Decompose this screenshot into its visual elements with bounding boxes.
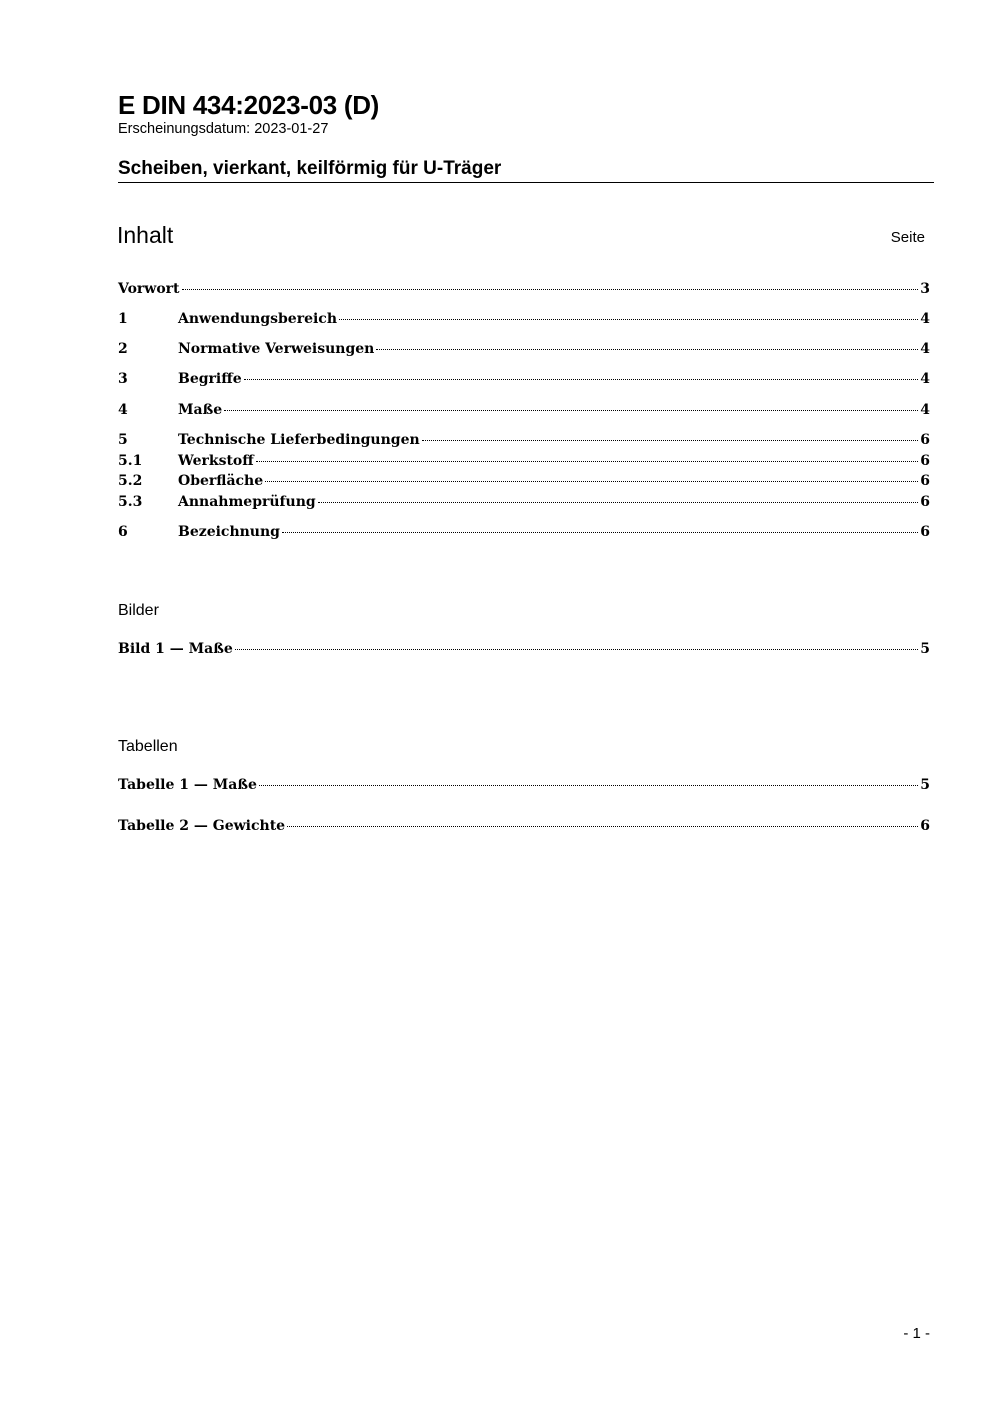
page-column-label: Seite: [890, 229, 925, 246]
table-entry-title: Tabelle 2 — Gewichte: [118, 818, 286, 834]
toc-entry-number: 4: [118, 402, 128, 418]
toc-entry-title: Anwendungsbereich: [178, 311, 337, 327]
dot-leader: [422, 440, 919, 441]
document-id: E DIN 434:2023-03 (D): [118, 90, 380, 120]
toc-entry-vorwort[interactable]: [118, 281, 930, 301]
page-number: - 1 -: [903, 1325, 930, 1342]
toc-entry-page: 4: [920, 341, 930, 357]
table-entry-1[interactable]: [118, 777, 930, 797]
toc-entry-number: 6: [118, 524, 128, 540]
toc-entry-3[interactable]: [118, 371, 930, 391]
toc-entry-number: 5.2: [118, 473, 143, 489]
toc-entry-page: 4: [920, 402, 930, 418]
dot-leader: [376, 349, 918, 350]
toc-entry-5-2[interactable]: [118, 473, 930, 493]
publication-date: Erscheinungsdatum: 2023-01-27: [118, 121, 329, 137]
table-entry-page: 5: [920, 777, 930, 793]
toc-entry-title: Maße: [178, 402, 223, 418]
toc-entry-title: Werkstoff: [178, 453, 254, 469]
toc-entry-title: Begriffe: [178, 371, 242, 387]
toc-entry-title: Oberfläche: [178, 473, 264, 489]
toc-entry-page: 6: [920, 473, 930, 489]
tables-heading: Tabellen: [118, 738, 178, 755]
toc-entry-1[interactable]: [118, 311, 930, 331]
figure-entry-page: 5: [920, 641, 930, 657]
toc-entry-page: 6: [920, 453, 930, 469]
toc-heading: Inhalt: [117, 222, 174, 248]
figure-entry-1[interactable]: [118, 641, 930, 661]
toc-entry-number: 1: [118, 311, 128, 327]
toc-entry-number: 2: [118, 341, 128, 357]
figures-heading: Bilder: [118, 602, 159, 619]
toc-entry-title: Technische Lieferbedingungen: [178, 432, 420, 448]
toc-entry-title: Annahmeprüfung: [178, 494, 316, 510]
dot-leader: [235, 649, 919, 650]
table-entry-2[interactable]: [118, 818, 930, 838]
toc-entry-5[interactable]: [118, 432, 930, 452]
toc-entry-title: Vorwort: [118, 281, 180, 297]
dot-leader: [259, 785, 918, 786]
dot-leader: [244, 379, 919, 380]
toc-entry-6[interactable]: [118, 524, 930, 544]
dot-leader: [224, 410, 918, 411]
document-title: Scheiben, vierkant, keilförmig für U-Träger: [118, 158, 934, 183]
toc-entry-5-3[interactable]: [118, 494, 930, 514]
table-entry-title: Tabelle 1 — Maße: [118, 777, 257, 793]
toc-entry-page: 4: [920, 371, 930, 387]
toc-entry-page: 3: [920, 281, 930, 297]
dot-leader: [182, 289, 919, 290]
table-entry-page: 6: [920, 818, 930, 834]
toc-entry-page: 6: [920, 494, 930, 510]
toc-entry-page: 4: [920, 311, 930, 327]
dot-leader: [318, 502, 919, 503]
toc-entry-number: 5.1: [118, 453, 143, 469]
toc-entry-number: 5: [118, 432, 128, 448]
toc-entry-2[interactable]: [118, 341, 930, 361]
dot-leader: [287, 826, 918, 827]
toc-entry-number: 3: [118, 371, 128, 387]
toc-entry-title: Normative Verweisungen: [178, 341, 375, 357]
dot-leader: [256, 461, 919, 462]
dot-leader: [265, 481, 918, 482]
toc-entry-number: 5.3: [118, 494, 143, 510]
toc-entry-4[interactable]: [118, 402, 930, 422]
dot-leader: [282, 532, 918, 533]
figure-entry-title: Bild 1 — Maße: [118, 641, 233, 657]
toc-entry-page: 6: [920, 524, 930, 540]
toc-entry-title: Bezeichnung: [178, 524, 280, 540]
dot-leader: [339, 319, 918, 320]
toc-entry-5-1[interactable]: [118, 453, 930, 473]
toc-entry-page: 6: [920, 432, 930, 448]
